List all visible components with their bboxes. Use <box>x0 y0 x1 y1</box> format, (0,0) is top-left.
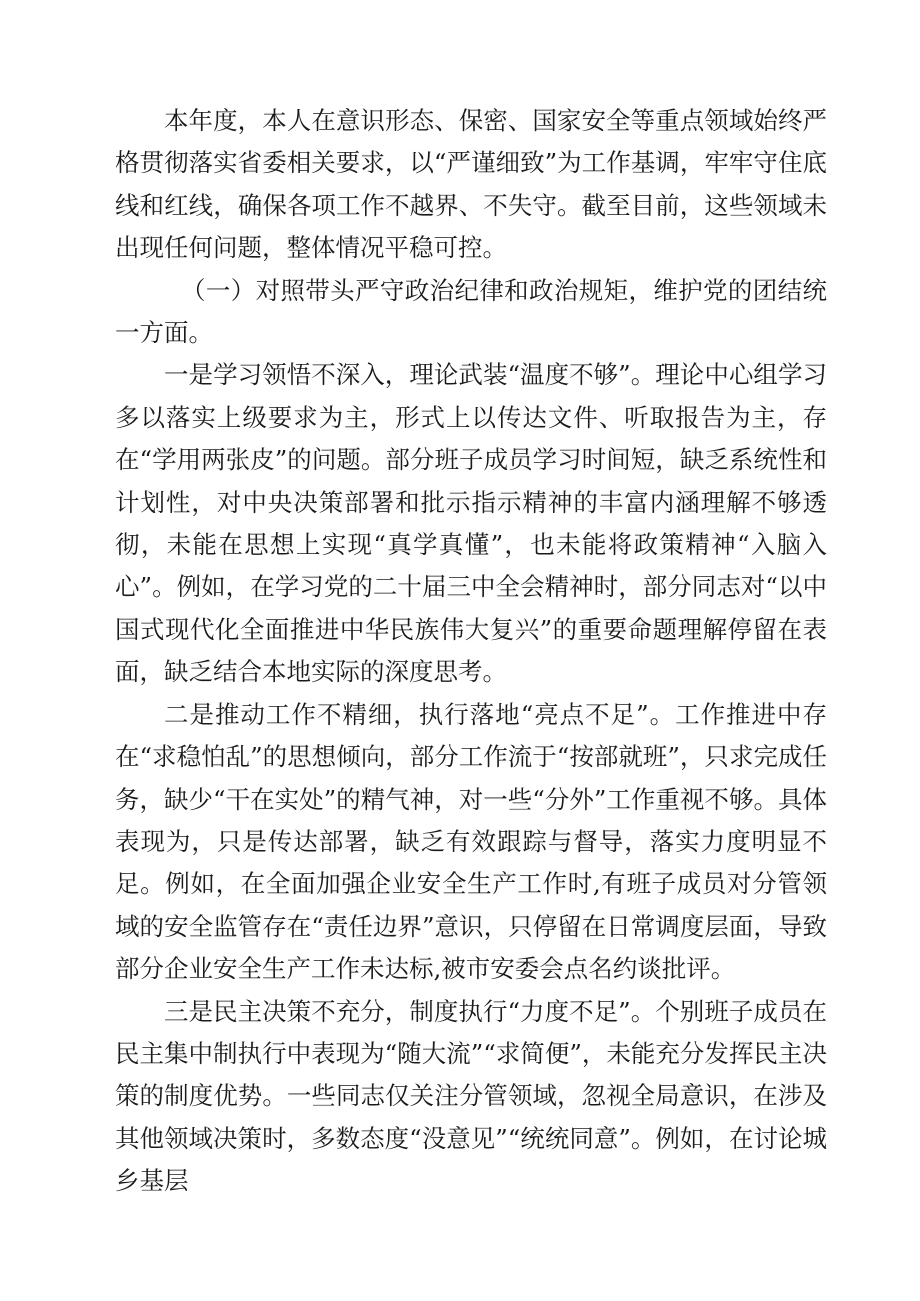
problem-point-1: 一是学习领悟不深入，理论武装“温度不够”。理论中心组学习多以落实上级要求为主，形式上以传达文件、听取报告为主，存在“学用两张皮”的问题。部分班子成员学习时间短，缺乏系统性和计划性，对中央决策部署和批示指示精神的丰富内涵理解不够透彻，未能在思想上实现“真学真懂”，也未能将政策精神“入脑入心”。例如，在学习党的二十届三中全会精神时，部分同志对“以中国式现代化全面推进中华民族伟大复兴”的重要命题理解停留在表面，缺乏结合本地实际的深度思考。 <box>115 360 827 687</box>
problem-point-3: 三是民主决策不充分，制度执行“力度不足”。个别班子成员在民主集中制执行中表现为“随大流”“求简便”，未能充分发挥民主决策的制度优势。一些同志仅关注分管领域，忽视全局意识，在涉及其他领域决策时，多数态度“没意见”“统统同意”。例如，在讨论城乡基层 <box>115 996 827 1196</box>
document-body <box>115 100 827 1203</box>
intro-paragraph: 本年度，本人在意识形态、保密、国家安全等重点领域始终严格贯彻落实省委相关要求，以“严谨细致”为工作基调，牢牢守住底线和红线，确保各项工作不越界、不失守。截至目前，这些领域未出现任何问题，整体情况平稳可控。 <box>115 106 827 263</box>
section-heading: （一）对照带头严守政治纪律和政治规矩，维护党的团结统一方面。 <box>115 275 827 348</box>
problem-point-2: 二是推动工作不精细，执行落地“亮点不足”。工作推进中存在“求稳怕乱”的思想倾向，部分工作流于“按部就班”，只求完成任务，缺少“干在实处”的精气神，对一些“分外”工作重视不够。具体表现为，只是传达部署，缺乏有效跟踪与督导，落实力度明显不足。例如，在全面加强企业安全生产工作时,有班子成员对分管领域的安全监管存在“责任边界”意识，只停留在日常调度层面，导致部分企业安全生产工作未达标,被市安委会点名约谈批评。 <box>115 699 827 984</box>
